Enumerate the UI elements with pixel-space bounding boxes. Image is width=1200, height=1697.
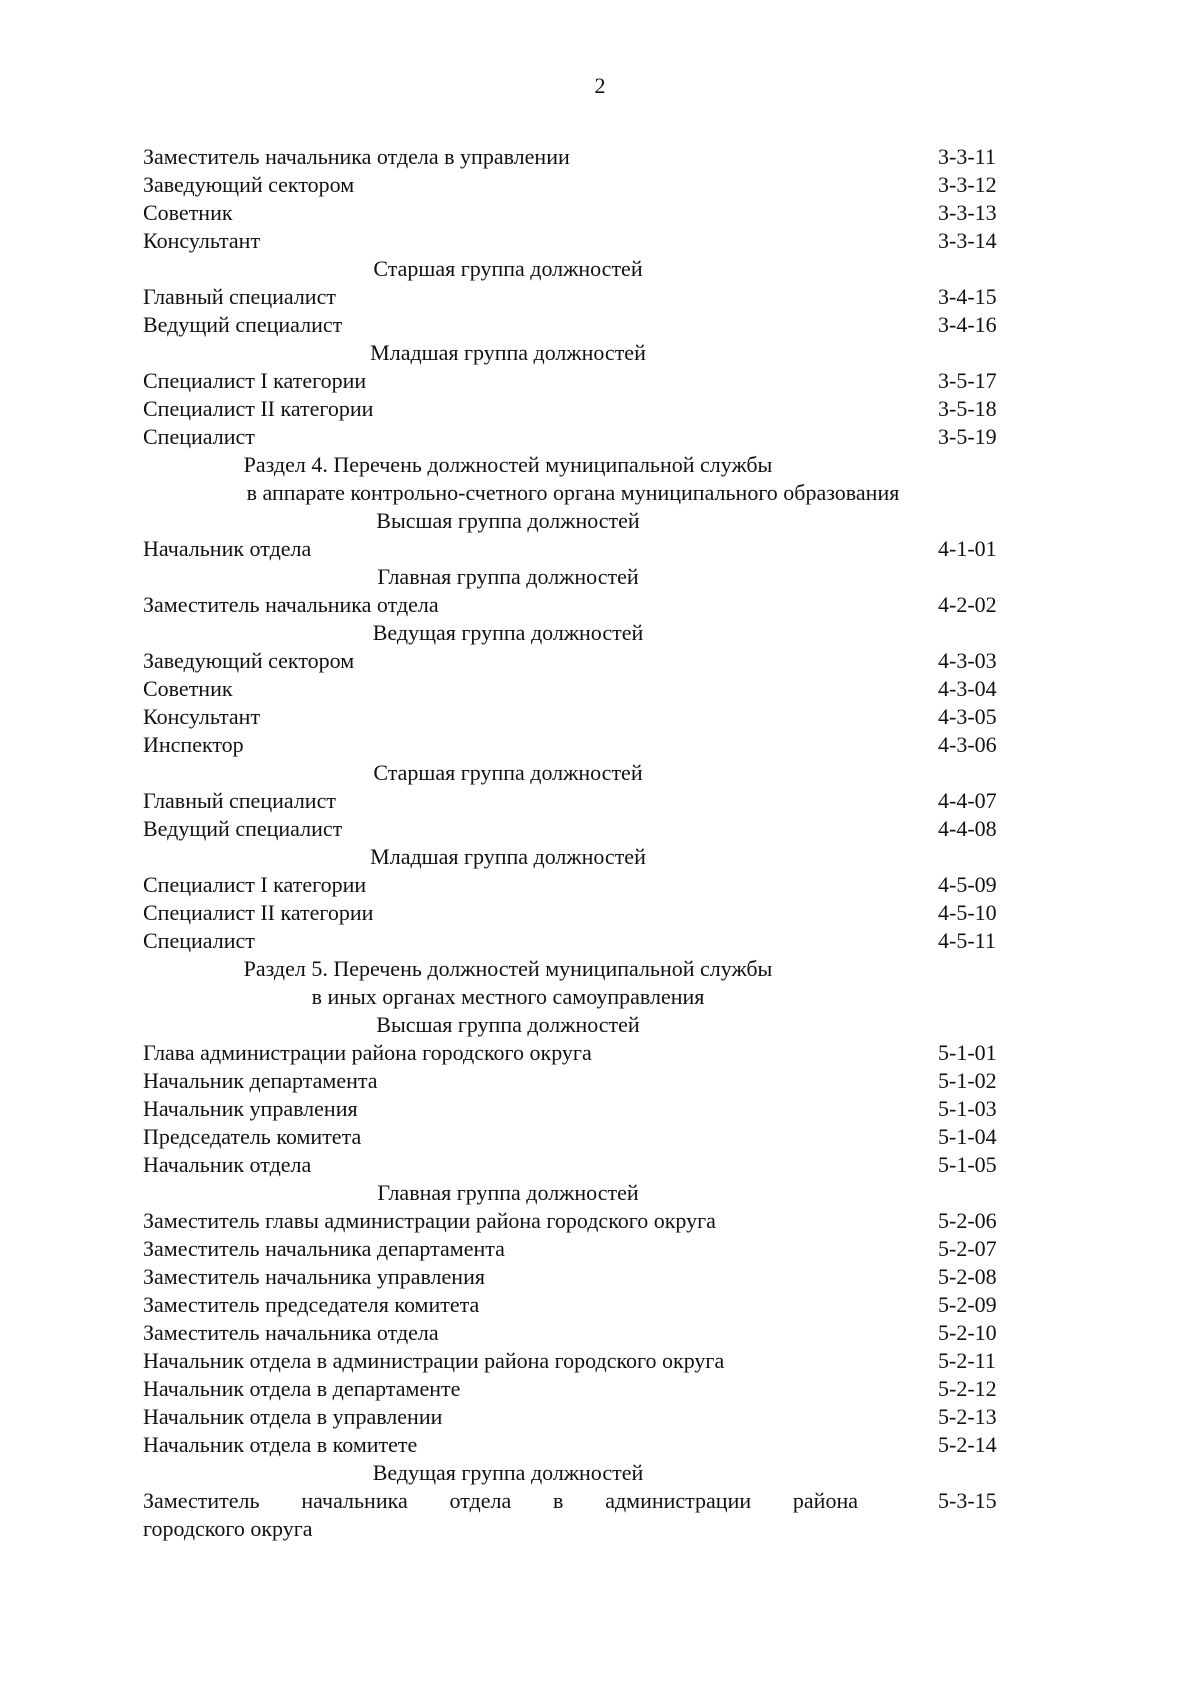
position-code: 4-3-03	[938, 648, 997, 673]
position-code: 4-5-09	[938, 872, 997, 897]
group-heading: Старшая группа должностей	[373, 760, 643, 785]
position-title: Заместитель главы администрации района городского округа	[143, 1208, 716, 1233]
position-code: 4-3-04	[938, 676, 997, 701]
position-title: Начальник департамента	[143, 1068, 378, 1093]
position-title: Начальник отдела	[143, 536, 312, 561]
position-code: 3-5-18	[938, 396, 997, 421]
group-heading: Высшая группа должностей	[376, 1012, 640, 1037]
position-code: 5-1-02	[938, 1068, 997, 1093]
position-title: Начальник управления	[143, 1096, 358, 1121]
position-title: Консультант	[143, 704, 261, 729]
position-title: Заместитель начальника департамента	[143, 1236, 505, 1261]
position-title: Советник	[143, 676, 233, 701]
position-code: 3-3-14	[938, 228, 997, 253]
position-row	[143, 1291, 1003, 1319]
position-code: 5-2-10	[938, 1320, 997, 1345]
group-heading: Младшая группа должностей	[370, 340, 646, 365]
position-row	[143, 927, 1003, 955]
position-title: Специалист I категории	[143, 368, 367, 393]
position-title: Заместитель начальника отдела в администрации района	[143, 1488, 858, 1513]
position-title: Ведущий специалист	[143, 312, 343, 337]
group-heading: Главная группа должностей	[377, 1180, 639, 1205]
position-row	[143, 423, 1003, 451]
position-row	[143, 1123, 1003, 1151]
position-code: 5-2-06	[938, 1208, 997, 1233]
position-title: Председатель комитета	[143, 1124, 362, 1149]
position-title: Советник	[143, 200, 233, 225]
position-title: Заместитель начальника отдела	[143, 1320, 439, 1345]
position-row	[143, 535, 1003, 563]
position-title: Специалист II категории	[143, 396, 374, 421]
page-number: 2	[594, 73, 606, 98]
position-code: 4-2-02	[938, 592, 997, 617]
position-row	[143, 1151, 1003, 1179]
position-row	[143, 395, 1003, 423]
position-row	[143, 283, 1003, 311]
position-row	[143, 1431, 1003, 1459]
position-code: 5-2-11	[938, 1348, 996, 1373]
position-title: Заведующий сектором	[143, 648, 355, 673]
position-title: Начальник отдела в администрации района городского округа	[143, 1348, 725, 1373]
position-row	[143, 311, 1003, 339]
position-row	[143, 199, 1003, 227]
position-code: 5-1-01	[938, 1040, 997, 1065]
position-row	[143, 1375, 1003, 1403]
positions-list	[143, 143, 1003, 1543]
position-row	[143, 591, 1003, 619]
position-code: 3-5-17	[938, 368, 997, 393]
position-title: Инспектор	[143, 732, 244, 757]
position-code: 5-3-15	[938, 1488, 997, 1513]
group-heading: Младшая группа должностей	[370, 844, 646, 869]
position-code: 5-1-03	[938, 1096, 997, 1121]
position-title: Главный специалист	[143, 788, 336, 813]
group-heading: Ведущая группа должностей	[372, 620, 644, 645]
position-row	[143, 143, 1003, 171]
position-row	[143, 871, 1003, 899]
position-row	[143, 1235, 1003, 1263]
position-title: Заместитель начальника управления	[143, 1264, 485, 1289]
position-row	[143, 1067, 1003, 1095]
position-code: 5-2-07	[938, 1236, 997, 1261]
position-row	[143, 1039, 1003, 1067]
position-title: Консультант	[143, 228, 261, 253]
position-row	[143, 1319, 1003, 1347]
position-code: 5-2-12	[938, 1376, 997, 1401]
position-code: 5-2-09	[938, 1292, 997, 1317]
position-title: Начальник отдела в управлении	[143, 1404, 443, 1429]
section-heading: в аппарате контрольно-счетного органа муниципального образования	[246, 480, 900, 505]
section-heading: в иных органах местного самоуправления	[311, 984, 705, 1009]
position-code: 3-3-13	[938, 200, 997, 225]
position-title: Специалист I категории	[143, 872, 367, 897]
position-row	[143, 171, 1003, 199]
section-heading: Раздел 5. Перечень должностей муниципальной службы	[243, 956, 773, 981]
position-code: 5-1-04	[938, 1124, 997, 1149]
position-title: Глава администрации района городского округа	[143, 1040, 592, 1065]
position-code: 3-3-11	[938, 144, 996, 169]
position-title: Специалист II категории	[143, 900, 374, 925]
group-heading: Высшая группа должностей	[376, 508, 640, 533]
position-row	[143, 731, 1003, 759]
position-title: Начальник отдела	[143, 1152, 312, 1177]
position-row	[143, 367, 1003, 395]
position-code: 5-1-05	[938, 1152, 997, 1177]
section-heading: Раздел 4. Перечень должностей муниципальной службы	[243, 452, 773, 477]
position-code: 5-2-13	[938, 1404, 997, 1429]
position-row	[143, 1263, 1003, 1291]
position-row	[143, 1487, 1003, 1515]
position-code: 4-5-11	[938, 928, 996, 953]
position-code: 3-4-16	[938, 312, 997, 337]
position-row	[143, 1515, 1003, 1543]
position-row	[143, 1095, 1003, 1123]
position-code: 5-2-14	[938, 1432, 997, 1457]
position-row	[143, 1347, 1003, 1375]
position-title: Главный специалист	[143, 284, 336, 309]
position-code: 4-4-07	[938, 788, 997, 813]
position-row	[143, 815, 1003, 843]
position-row	[143, 899, 1003, 927]
position-row	[143, 1403, 1003, 1431]
position-row	[143, 647, 1003, 675]
position-row	[143, 1207, 1003, 1235]
group-heading: Ведущая группа должностей	[372, 1460, 644, 1485]
position-row	[143, 227, 1003, 255]
position-code: 5-2-08	[938, 1264, 997, 1289]
position-title: Начальник отдела в департаменте	[143, 1376, 461, 1401]
position-code: 4-5-10	[938, 900, 997, 925]
position-title: Специалист	[143, 928, 255, 953]
position-code: 3-4-15	[938, 284, 997, 309]
position-code: 3-5-19	[938, 424, 997, 449]
group-heading: Старшая группа должностей	[373, 256, 643, 281]
position-title: городского округа	[143, 1516, 313, 1541]
position-title: Начальник отдела в комитете	[143, 1432, 418, 1457]
position-title: Заместитель начальника отдела в управлении	[143, 144, 570, 169]
position-title: Заместитель председателя комитета	[143, 1292, 480, 1317]
position-code: 3-3-12	[938, 172, 997, 197]
position-title: Ведущий специалист	[143, 816, 343, 841]
position-code: 4-1-01	[938, 536, 997, 561]
position-row	[143, 787, 1003, 815]
group-heading: Главная группа должностей	[377, 564, 639, 589]
position-code: 4-4-08	[938, 816, 997, 841]
position-title: Специалист	[143, 424, 255, 449]
position-code: 4-3-05	[938, 704, 997, 729]
position-code: 4-3-06	[938, 732, 997, 757]
position-row	[143, 675, 1003, 703]
position-title: Заместитель начальника отдела	[143, 592, 439, 617]
position-title: Заведующий сектором	[143, 172, 355, 197]
position-row	[143, 703, 1003, 731]
